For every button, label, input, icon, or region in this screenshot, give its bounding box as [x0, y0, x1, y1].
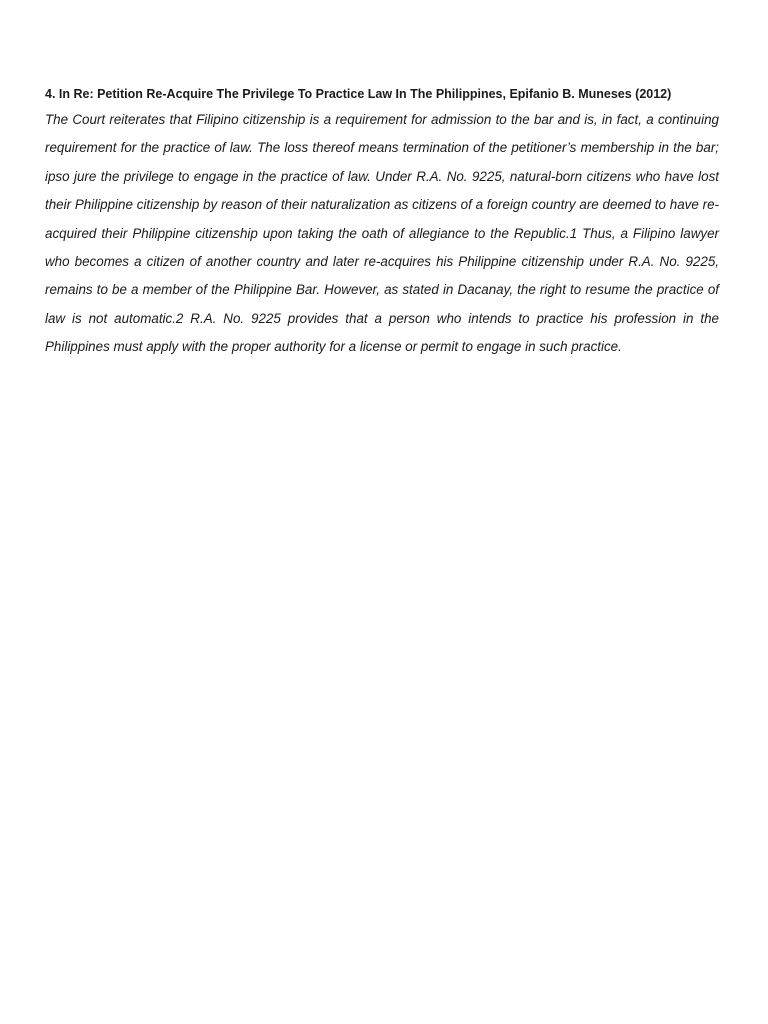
document-content [45, 84, 719, 362]
case-heading: 4. In Re: Petition Re-Acquire The Privilege To Practice Law In The Philippines, Epifanio B. Muneses (2012) [45, 87, 672, 101]
case-body-paragraph: The Court reiterates that Filipino citizenship is a requirement for admission to the bar and is, in fact, a continuing requirement for the practice of law. The loss thereof means termination of the petitioner’s membership in the bar; ipso jure the privilege to engage in the practice of law. Under R.A. No. 9225, natural-born citizens who have lost their Philippine citizenship by reason of their naturalization as citizens of a foreign country are deemed to have re-acquired their Philippine citizenship upon taking the oath of allegiance to the Republic.1 Thus, a Filipino lawyer who becomes a citizen of another country and later re-acquires his Philippine citizenship under R.A. No. 9225, remains to be a member of the Philippine Bar. However, as stated in Dacanay, the right to resume the practice of law is not automatic.2 R.A. No. 9225 provides that a person who intends to practice his profession in the Philippines must apply with the proper authority for a license or permit to engage in such practice. [45, 112, 719, 355]
